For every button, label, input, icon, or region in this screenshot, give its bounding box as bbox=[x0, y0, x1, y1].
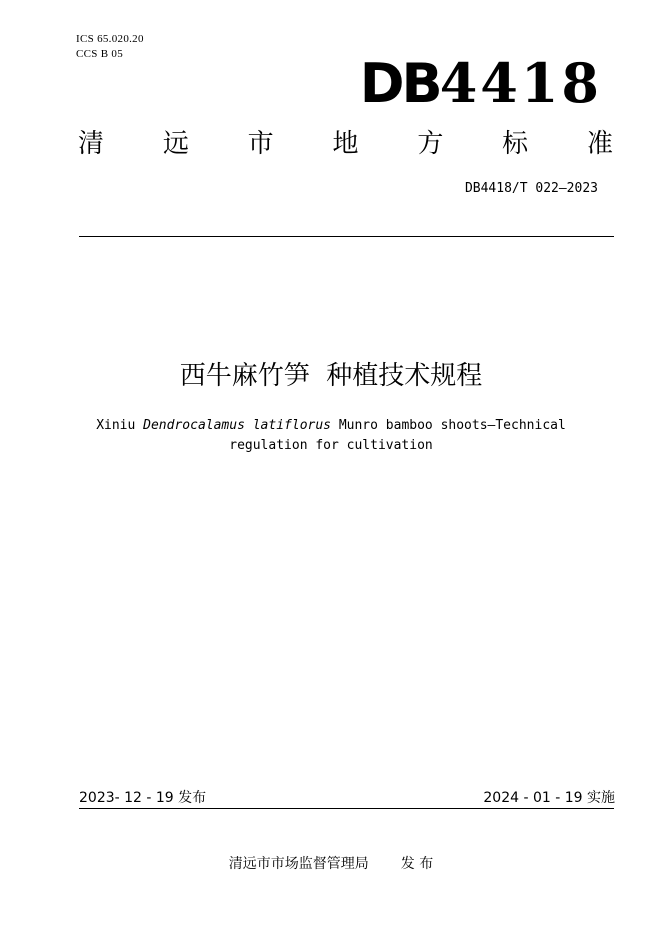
english-title-latin-name: Dendrocalamus latiflorus bbox=[143, 418, 331, 433]
db-logo-letters: DB bbox=[359, 52, 440, 115]
db-logo bbox=[360, 52, 602, 115]
english-title-suffix: Munro bamboo shoots—Technical regulation for cultivation bbox=[229, 418, 566, 453]
ccs-code: CCS B 05 bbox=[76, 48, 124, 60]
publisher-name: 清远市市场监督管理局 bbox=[228, 856, 369, 872]
implement-date: 2024 - 01 - 19 实施 bbox=[483, 790, 615, 806]
publisher-action: 发 布 bbox=[400, 856, 434, 872]
english-title-prefix: Xiniu bbox=[96, 418, 144, 433]
standard-type-char: 准 bbox=[586, 129, 613, 159]
standard-type-char: 远 bbox=[162, 129, 189, 159]
db-logo-digits: 4418 bbox=[439, 51, 602, 115]
standard-type-char: 市 bbox=[247, 129, 274, 159]
standard-number: DB4418/T 022—2023 bbox=[464, 181, 598, 196]
standard-type-char: 清 bbox=[78, 129, 105, 159]
top-divider bbox=[79, 236, 614, 237]
publish-date: 2023- 12 - 19 发布 bbox=[79, 790, 207, 806]
standard-type-heading bbox=[78, 126, 613, 162]
publisher-line bbox=[0, 854, 662, 874]
bottom-divider bbox=[79, 808, 614, 809]
ics-code: ICS 65.020.20 bbox=[76, 33, 144, 45]
document-title-english bbox=[60, 416, 602, 456]
standard-type-char: 地 bbox=[332, 129, 359, 159]
standard-type-char: 方 bbox=[417, 129, 444, 159]
standard-type-char: 标 bbox=[502, 129, 529, 159]
document-title-chinese: 西牛麻竹笋 种植技术规程 bbox=[179, 361, 483, 391]
